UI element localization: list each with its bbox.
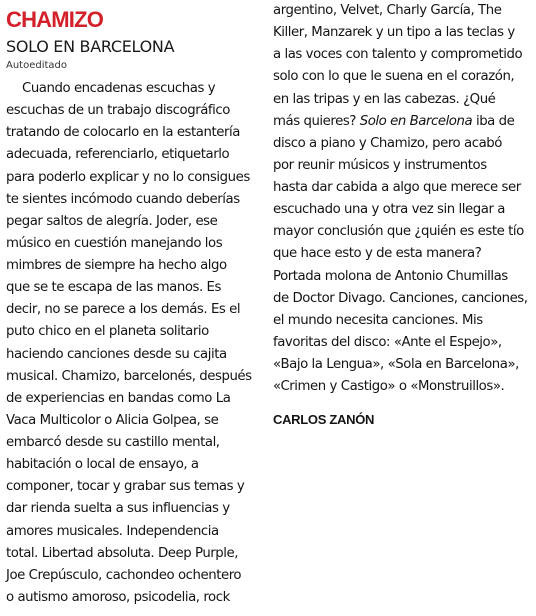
record-label: Autoeditado: [6, 60, 68, 71]
review-line: pegar saltos de alegría. Joder, ese: [6, 213, 218, 229]
review-line: de experiencias en bandas como La: [6, 390, 231, 406]
review-line: «Crimen y Castigo» o «Monstruillos».: [273, 379, 505, 395]
review-line: total. Libertad absoluta. Deep Purple,: [6, 545, 239, 561]
review-line: a las voces con talento y comprometido: [273, 47, 523, 63]
review-line: musical. Chamizo, barcelonés, después: [6, 368, 252, 384]
review-line: haciendo canciones desde su cajita: [6, 346, 227, 362]
review-line: mimbres de siempre ha hecho algo: [6, 258, 227, 273]
review-line: solo con lo que le suena en el corazón,: [273, 69, 515, 85]
review-line: que se te escapa de las manos. Es: [6, 280, 221, 296]
review-body-left: [6, 78, 252, 609]
review-line: Cuando encadenas escuchas y: [22, 81, 216, 96]
review-line: habitación o local de ensayo, a: [6, 457, 199, 473]
review-line: puto chico en el planeta solitario: [6, 324, 209, 340]
review-line: por reunir músicos y instrumentos: [273, 157, 487, 173]
review-line: componer, tocar y grabar sus temas y: [6, 479, 245, 495]
review-line: de Doctor Divago. Canciones, canciones,: [273, 290, 528, 306]
review-line: te sientes incómodo cuando deberías: [6, 191, 240, 207]
album-title: SOLO EN BARCELONA: [6, 37, 175, 56]
review-body-right: [273, 0, 528, 398]
review-line: Joe Crepúsculo, cachondeo ochentero: [6, 567, 242, 583]
review-line-album-mention: [273, 111, 528, 133]
review-line: disco a piano y Chamizo, pero acabó: [273, 135, 502, 151]
review-line: decir, no se parece a los demás. Es el: [6, 302, 241, 318]
review-line: en las tripas y en las cabezas. ¿Qué: [273, 91, 496, 107]
artist-name: CHAMIZO: [6, 7, 104, 32]
review-line: argentino, Velvet, Charly García, The: [273, 3, 502, 18]
review-line: amores musicales. Independencia: [6, 523, 219, 539]
review-line: escuchado una y otra vez sin llegar a: [273, 202, 505, 218]
review-line: «Bajo la Lengua», «Sola en Barcelona»,: [273, 357, 519, 372]
review-line: el mundo necesita canciones. Mis: [273, 312, 483, 328]
review-body-right-part-a: [273, 0, 528, 111]
review-line: hasta dar cabida a algo que merece ser: [273, 180, 521, 195]
review-line: favoritas del disco: «Ante el Espejo»,: [273, 334, 502, 350]
review-line: que hace esto y de esta manera?: [273, 246, 482, 262]
review-line: adecuada, referenciarlo, etiquetarlo: [6, 147, 230, 163]
review-body-right-part-b: [273, 133, 528, 399]
album-title-italic: Solo en Barcelona: [359, 113, 473, 129]
line-text-before: más quieres?: [273, 113, 360, 129]
author-signature: CARLOS ZANÓN: [273, 412, 375, 427]
review-line: o autismo amoroso, psicodelia, rock: [6, 589, 230, 605]
line-text-after: iba de: [472, 113, 515, 129]
review-line: músico en cuestión manejando los: [6, 235, 223, 251]
review-line: tratando de colocarlo en la estantería: [6, 125, 240, 141]
review-line: dar rienda suelta a sus influencias y: [6, 501, 230, 517]
review-line: para poderlo explicar y no lo consigues: [6, 169, 250, 185]
review-line: escuchas de un trabajo discográfico: [6, 103, 230, 119]
review-line: mayor conclusión que ¿quién es este tío: [273, 224, 524, 240]
review-line: Vaca Multicolor o Alicia Golpea, se: [6, 412, 219, 428]
review-line: Killer, Manzarek y un tipo a las teclas y: [273, 25, 515, 41]
review-line: embarcó desde su castillo mental,: [6, 435, 220, 450]
review-line: Portada molona de Antonio Chumillas: [273, 268, 508, 284]
